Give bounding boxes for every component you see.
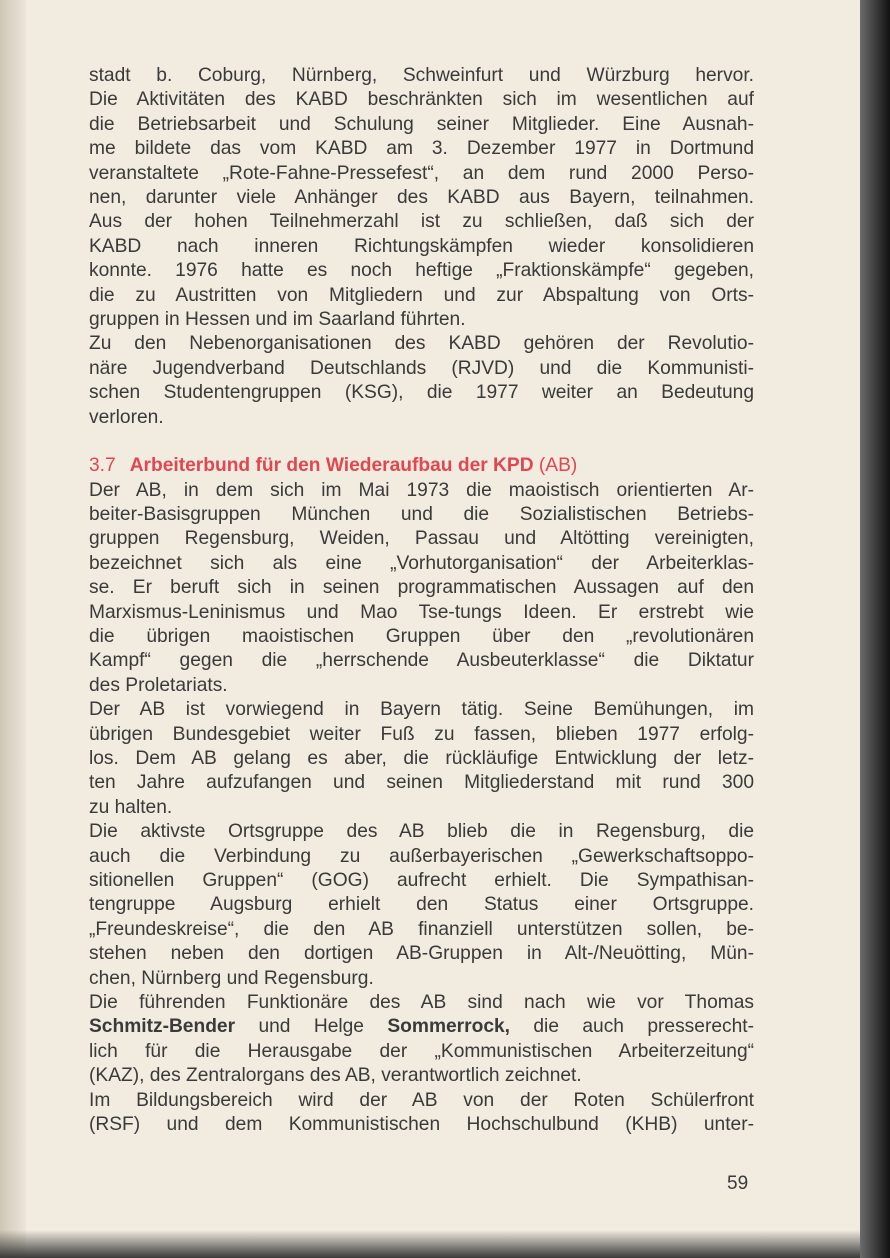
section-title: Arbeiterbund für den Wiederaufbau der KPD	[129, 455, 534, 477]
text-line: (RSF) und dem Kommunistischen Hochschulbund (KHB) unter-	[89, 1114, 754, 1136]
text-line: chen, Nürnberg und Regensburg.	[89, 967, 374, 989]
text-line: Kampf“ gegen die „herrschende Ausbeuterklasse“ die Diktatur	[89, 650, 754, 672]
text-line: die übrigen maoistischen Gruppen über den „revolutionären	[89, 625, 754, 647]
paragraph-kabd-activities	[89, 64, 754, 332]
text-line: bezeichnet sich als eine „Vorhutorganisation“ der Arbeiterklas-	[89, 552, 754, 574]
text-line: gruppen Regensburg, Weiden, Passau und Altötting vereinigten,	[89, 528, 754, 550]
section-heading	[89, 454, 754, 478]
text-line: Im Bildungsbereich wird der AB von der Roten Schülerfront	[89, 1089, 754, 1111]
book-edge	[860, 0, 890, 1258]
text-fragment: und Helge	[235, 1016, 388, 1038]
text-line	[89, 1015, 754, 1039]
text-line: lich für die Herausgabe der „Kommunistischen Arbeiterzeitung“	[89, 1040, 754, 1062]
text-line: beiter-Basisgruppen München und die Sozialistischen Betriebs-	[89, 503, 754, 525]
section-number: 3.7	[89, 455, 116, 477]
text-line: zu halten.	[89, 796, 173, 818]
body-text	[89, 64, 754, 1137]
paragraph-ab-bavaria	[89, 698, 754, 820]
text-line: schen Studentengruppen (KSG), die 1977 weiter an Bedeutung	[89, 382, 754, 404]
text-line: die Betriebsarbeit und Schulung seiner Mitglieder. Eine Ausnah-	[89, 113, 754, 135]
section-abbreviation: (AB)	[538, 455, 578, 477]
text-line: stadt b. Coburg, Nürnberg, Schweinfurt und Würzburg hervor.	[89, 65, 754, 86]
page-number: 59	[727, 1173, 749, 1194]
text-line: (KAZ), des Zentralorgans des AB, verantwortlich zeichnet.	[89, 1065, 582, 1087]
text-line: Der AB ist vorwiegend in Bayern tätig. Seine Bemühungen, im	[89, 699, 754, 721]
page-bottom-shadow	[0, 1230, 868, 1258]
text-line: Die aktivste Ortsgruppe des AB blieb die in Regensburg, die	[89, 821, 754, 843]
text-line: Marxismus-Leninismus und Mao Tse-tungs Ideen. Er erstrebt wie	[89, 601, 754, 623]
page-gutter	[0, 0, 26, 1258]
text-line: se. Er beruft sich in seinen programmatischen Aussagen auf den	[89, 577, 754, 599]
text-line: Aus der hohen Teilnehmerzahl ist zu schließen, daß sich der	[89, 211, 754, 233]
paragraph-ab-leaders	[89, 991, 754, 1089]
text-line: sitionellen Gruppen“ (GOG) aufrecht erhielt. Die Sympathisan-	[89, 870, 754, 891]
text-line: Die Aktivitäten des KABD beschränkten sich im wesentlichen auf	[89, 89, 754, 111]
text-line: tengruppe Augsburg erhielt den Status einer Ortsgruppe.	[89, 894, 754, 916]
text-line: die zu Austritten von Mitgliedern und zur Abspaltung von Orts-	[89, 284, 754, 306]
text-line: ten Jahre aufzufangen und seinen Mitgliederstand mit rund 300	[89, 772, 754, 794]
text-line: stehen neben den dortigen AB-Gruppen in Alt-/Neuötting, Mün-	[89, 943, 754, 965]
text-line: Zu den Nebenorganisationen des KABD gehören der Revolutio-	[89, 333, 754, 355]
paragraph-ab-education	[89, 1089, 754, 1138]
text-line: des Proletariats.	[89, 674, 228, 696]
paragraph-ab-origin	[89, 479, 754, 699]
text-line: konnte. 1976 hatte es noch heftige „Fraktionskämpfe“ gegeben,	[89, 260, 754, 282]
text-line: auch die Verbindung zu außerbayerischen „Gewerkschaftsoppo-	[89, 845, 754, 867]
text-line: veranstaltete „Rote-Fahne-Pressefest“, an dem rund 2000 Perso-	[89, 162, 754, 184]
text-line: näre Jugendverband Deutschlands (RJVD) und die Kommunisti-	[89, 357, 754, 379]
leader-name: Sommerrock,	[387, 1016, 510, 1038]
text-line: nen, darunter viele Anhänger des KABD aus Bayern, teilnahmen.	[89, 187, 754, 209]
text-line: me bildete das vom KABD am 3. Dezember 1977 in Dortmund	[89, 138, 754, 160]
text-line: „Freundeskreise“, die den AB finanziell unterstützen sollen, be-	[89, 918, 754, 940]
text-line: übrigen Bundesgebiet weiter Fuß zu fassen, blieben 1977 erfolg-	[89, 723, 754, 745]
text-line: Die führenden Funktionäre des AB sind nach wie vor Thomas	[89, 992, 754, 1014]
paragraph-kabd-subsidiaries	[89, 332, 754, 430]
text-fragment: die auch presserecht-	[510, 1016, 754, 1038]
text-line: gruppen in Hessen und im Saarland führten.	[89, 309, 466, 331]
text-line: Der AB, in dem sich im Mai 1973 die maoistisch orientierten Ar-	[89, 479, 754, 501]
text-line: verloren.	[89, 406, 164, 428]
text-line: los. Dem AB gelang es aber, die rückläufige Entwicklung der letz-	[89, 747, 754, 769]
leader-name: Schmitz-Bender	[89, 1016, 236, 1038]
paragraph-ab-groups	[89, 820, 754, 991]
text-line: KABD nach inneren Richtungskämpfen wieder konsolidieren	[89, 235, 754, 257]
